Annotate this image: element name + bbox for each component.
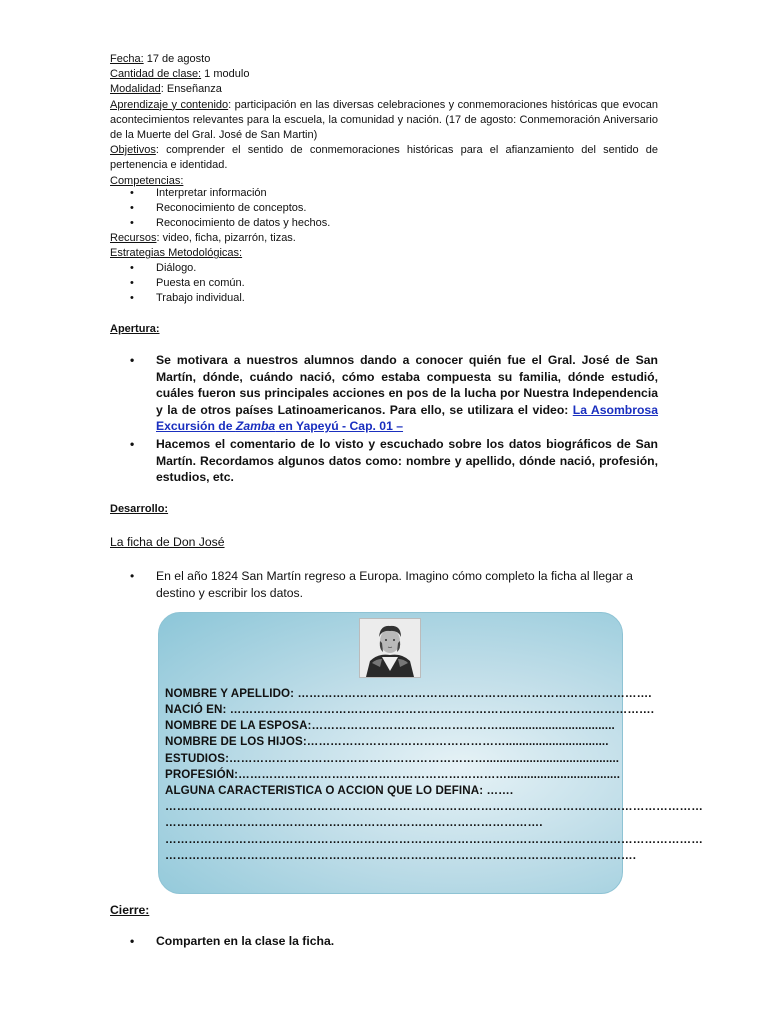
ficha-card xyxy=(158,612,703,894)
fecha-line xyxy=(110,52,658,67)
estrategias-label: Estrategias Metodológicas: xyxy=(110,247,243,260)
san-martin-portrait xyxy=(359,618,421,678)
portrait-image xyxy=(360,619,420,677)
desarrollo-item-text: En el año 1824 San Martín regreso a Europa. Imagino cómo completo la ficha al llegar a destino y escribir los datos. xyxy=(156,569,633,600)
dotted-line: ………………………………………………………………………………………………………………………… xyxy=(165,833,703,846)
aprendizaje-paragraph xyxy=(110,98,658,144)
bullet-icon: • xyxy=(130,292,134,304)
cierre-item-text: Comparten en la clase la ficha. xyxy=(156,934,335,948)
apertura-item-2 xyxy=(130,436,658,486)
bullet-icon: • xyxy=(130,217,134,229)
fecha-label: Fecha: xyxy=(110,53,144,65)
cantidad-label: Cantidad de clase: xyxy=(110,68,202,81)
recursos-value: : video, ficha, pizarrón, tizas. xyxy=(156,232,296,244)
recursos-label: Recursos xyxy=(110,232,157,244)
apertura-item-1 xyxy=(130,352,658,435)
estrategia-item: Trabajo individual. xyxy=(156,292,245,304)
fecha-value: 17 de agosto xyxy=(143,53,211,65)
apertura-item-1-text: Se motivara a nuestros alumnos dando a conocer quién fue el Gral. José de San Martín, dónde, cuándo nació, cómo estaba compuesta su familia, dónde estudió, cuáles fueron sus principales acciones en pos de la lucha por Nuestra Independencia y la de otros países Latinoamericanos. Para ello, se utilizara el video: xyxy=(156,353,658,417)
competencia-item: Reconocimiento de conceptos. xyxy=(156,202,307,214)
field-nombre: NOMBRE Y APELLIDO: ………………………………………………………………………………. xyxy=(165,687,652,700)
video-link-italic: Zamba xyxy=(235,419,276,434)
ficha-subheading: La ficha de Don José xyxy=(110,535,225,549)
bullet-icon: • xyxy=(130,569,135,583)
dotted-line: ………………………………………………………………………………………………………………………… xyxy=(165,800,703,813)
cierre-item xyxy=(130,933,658,950)
video-link-part1: La Asombrosa Excursión de xyxy=(156,402,658,434)
field-esposa: NOMBRE DE LA ESPOSA:…………………………………………................................... xyxy=(165,719,615,732)
modalidad-label: Modalidad xyxy=(110,83,161,96)
modalidad-value: : Enseñanza xyxy=(160,83,222,96)
aprendizaje-label: Aprendizaje y contenido xyxy=(110,98,229,111)
recursos-block xyxy=(110,231,658,261)
modalidad-line xyxy=(110,82,658,97)
bullet-icon: • xyxy=(130,934,135,948)
bullet-icon: • xyxy=(130,202,134,214)
field-profesion: PROFESIÓN:…………………………………………………………….................................. xyxy=(165,768,621,781)
bullet-icon: • xyxy=(130,262,134,274)
bullet-icon: • xyxy=(130,277,134,289)
competencia-item: Interpretar información xyxy=(156,187,267,199)
estrategia-item: Diálogo. xyxy=(156,262,197,274)
competencia-item: Reconocimiento de datos y hechos. xyxy=(156,217,331,229)
field-estudios: ESTUDIOS:…………………………………………………………........................................ xyxy=(165,752,620,765)
cierre-heading: Cierre: xyxy=(110,903,150,917)
desarrollo-item xyxy=(130,568,658,601)
bullet-icon: • xyxy=(130,353,135,367)
field-nacio: NACIÓ EN: ………………………………………………………………………………………………. xyxy=(165,703,655,716)
video-link-part2: en Yapeyú - Cap. 01 – xyxy=(275,419,404,434)
field-caracteristica: ALGUNA CARACTERISTICA O ACCION QUE LO DEFINA: ……. xyxy=(165,784,514,797)
apertura-item-2-text: Hacemos el comentario de lo visto y escuchado sobre los datos biográficos de San Martín. Recordamos algunos datos como: nombre y apellido, dónde nació, profesión, estudios, etc. xyxy=(156,437,658,485)
objetivos-paragraph xyxy=(110,143,658,173)
objetivos-value: : comprender el sentido de conmemoraciones históricas para el afianzamiento del sentido de pertenencia e identidad. xyxy=(110,144,658,172)
desarrollo-heading: Desarrollo: xyxy=(110,503,169,515)
estrategia-item: Puesta en común. xyxy=(156,277,245,289)
aprendizaje-value: : participación en las diversas celebraciones y conmemoraciones históricas que evocan acontecimientos relevantes para la escuela, la comunidad y nación. (17 de agosto: Conmemoración Aniversario de la Muerte del Gral. José de San Martin) xyxy=(110,98,658,142)
objetivos-label: Objetivos xyxy=(110,144,156,157)
header-info xyxy=(110,52,658,189)
cantidad-line xyxy=(110,67,658,82)
field-hijos: NOMBRE DE LOS HIJOS:……………………………………………............................... xyxy=(165,735,609,748)
dotted-line: ……………………………………………………………………………………. xyxy=(165,816,543,829)
apertura-heading: Apertura: xyxy=(110,323,160,335)
dotted-line: …………………………………………………………………………………………………………. xyxy=(165,849,637,862)
competencias-label: Competencias: xyxy=(110,174,184,187)
bullet-icon: • xyxy=(130,437,135,451)
recursos-line xyxy=(110,231,658,246)
cantidad-value: 1 modulo xyxy=(201,68,250,81)
bullet-icon: • xyxy=(130,187,134,199)
estrategias-heading xyxy=(110,246,658,261)
